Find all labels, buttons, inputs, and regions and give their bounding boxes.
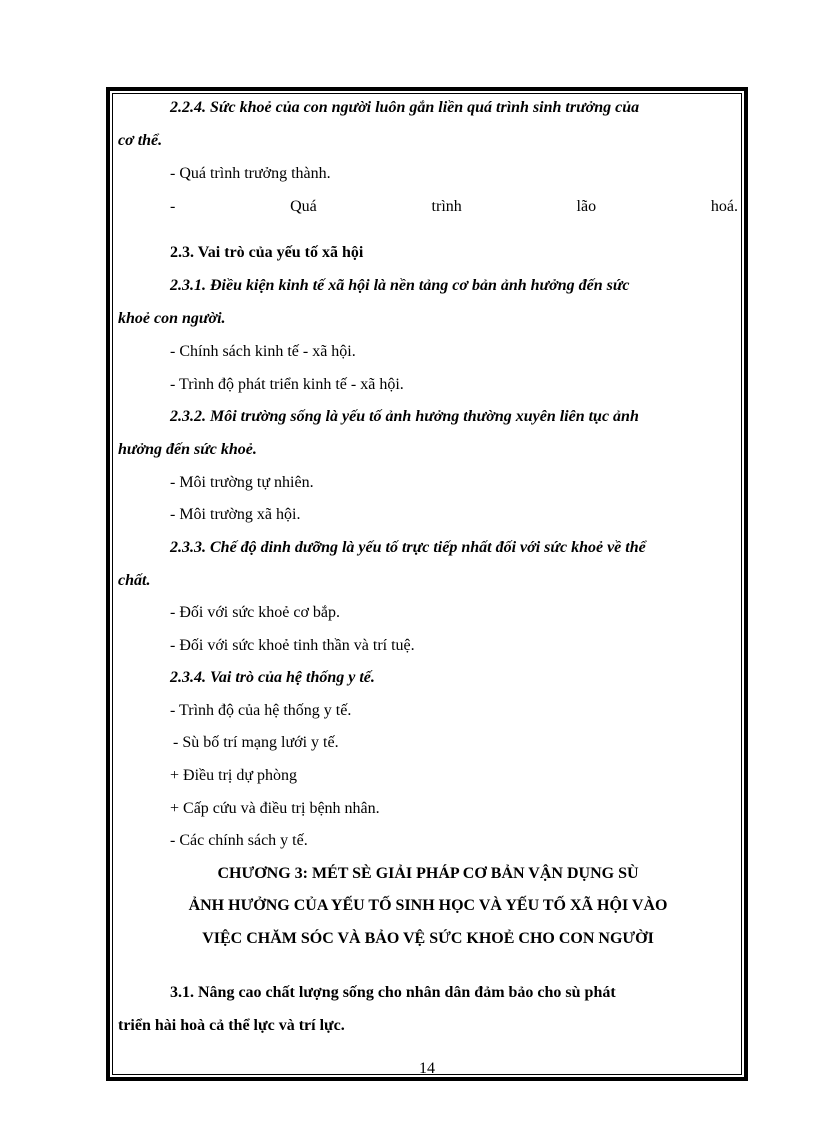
list-item: - Trình độ phát triển kinh tế - xã hội. [170, 376, 404, 393]
heading-2-3-1-cont: khoẻ con người. [118, 310, 226, 327]
heading-2-3-4: 2.3.4. Vai trò của hệ thống y tế. [170, 669, 375, 686]
list-item: + Điều trị dự phòng [170, 767, 298, 784]
heading-3-1: 3.1. Nâng cao chất lượng sống cho nhân dân đảm bảo cho sù phát [170, 984, 616, 1001]
chapter-title-line-3: VIỆC CHĂM SÓC VÀ BẢO VỆ SỨC KHOẺ CHO CON NGƯỜI [202, 930, 654, 947]
heading-2-3: 2.3. Vai trò của yếu tố xã hội [170, 244, 364, 261]
chapter-title-line-1: CHƯƠNG 3: MÉT SÈ GIẢI PHÁP CƠ BẢN VẬN DỤNG SÙ [217, 865, 639, 882]
list-item: - Sù bố trí mạng lưới y tế. [173, 734, 339, 751]
heading-2-3-1: 2.3.1. Điều kiện kinh tế xã hội là nền tảng cơ bản ảnh hưởng đến sức [170, 277, 630, 294]
heading-2-2-4-cont: cơ thể. [118, 132, 163, 149]
list-item: - Đối với sức khoẻ cơ bắp. [170, 604, 340, 621]
list-item: - Các chính sách y tế. [170, 832, 308, 849]
word: hoá. [710, 198, 738, 215]
page-number: 14 [419, 1060, 435, 1077]
list-item: - Trình độ của hệ thống y tế. [170, 702, 352, 719]
heading-3-1-cont: triển hài hoà cả thể lực và trí lực. [118, 1017, 345, 1034]
heading-2-2-4: 2.2.4. Sức khoẻ của con người luôn gắn liền quá trình sinh trưởng của [170, 99, 640, 116]
word: lão [576, 198, 597, 215]
list-item: - Môi trường tự nhiên. [170, 474, 314, 491]
page-border [106, 87, 748, 1081]
chapter-title-line-2: ẢNH HƯỞNG CỦA YẾU TỐ SINH HỌC VÀ YẾU TỐ XÃ HỘI VÀO [188, 897, 668, 914]
dash: - [170, 198, 176, 215]
heading-2-3-3-cont: chất. [118, 572, 151, 589]
word: trình [431, 198, 462, 215]
list-item: - Đối với sức khoẻ tinh thần và trí tuệ. [170, 637, 415, 654]
word: Quá [290, 198, 317, 215]
heading-2-3-3: 2.3.3. Chế độ dinh dưỡng là yếu tố trực tiếp nhất đối với sức khoẻ về thể [170, 539, 646, 556]
list-item-justified [118, 196, 738, 218]
heading-2-3-2: 2.3.2. Môi trường sống là yếu tố ảnh hưởng thường xuyên liên tục ảnh [170, 408, 639, 425]
list-item: - Chính sách kinh tế - xã hội. [170, 343, 356, 360]
list-item: - Môi trường xã hội. [170, 506, 301, 523]
list-item: + Cấp cứu và điều trị bệnh nhân. [170, 800, 380, 817]
list-item: - Quá trình trưởng thành. [170, 165, 331, 182]
heading-2-3-2-cont: hưởng đến sức khoẻ. [118, 441, 257, 458]
